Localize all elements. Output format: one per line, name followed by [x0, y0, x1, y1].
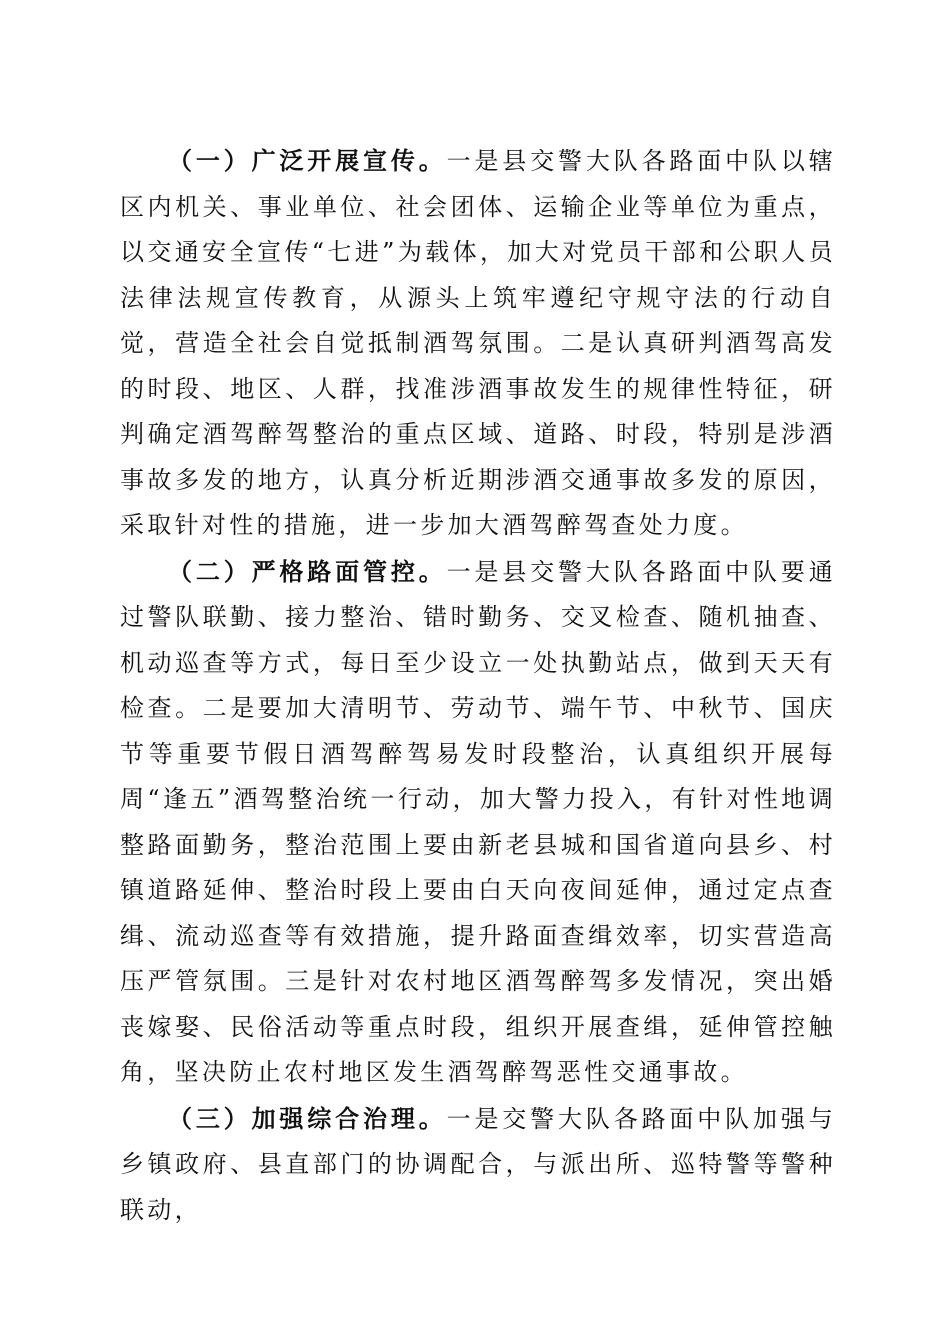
paragraph-publicity: [120, 138, 836, 549]
paragraph-text: 一是县交警大队各路面中队以辖区内机关、事业单位、社会团体、运输企业等单位为重点，以交通安全宣传“七进”为载体，加大对党员干部和公职人员法律法规宣传教育，从源头上筑牢遵纪守规守法的行动自觉，营造全社会自觉抵制酒驾氛围。二是认真研判酒驾高发的时段、地区、人群，找准涉酒事故发生的规律性特征，研判确定酒驾醉驾整治的重点区域、道路、时段，特别是涉酒事故多发的地方，认真分析近期涉酒交通事故多发的原因，采取针对性的措施，进一步加大酒驾醉驾查处力度。: [120, 147, 837, 539]
paragraph-comprehensive-governance: [120, 1096, 836, 1234]
paragraph-text: 一是交警大队各路面中队加强与乡镇政府、县直部门的协调配合，与派出所、巡特警等警种联动，: [120, 1104, 837, 1224]
paragraph-road-control: [120, 549, 836, 1096]
document-body: [120, 138, 836, 1233]
paragraph-text: 一是县交警大队各路面中队要通过警队联勤、接力整治、错时勤务、交叉检查、随机抽查、机动巡查等方式，每日至少设立一处执勤站点，做到天天有检查。二是要加大清明节、劳动节、端午节、中秋节、国庆节等重要节假日酒驾醉驾易发时段整治，认真组织开展每周“逢五”酒驾整治统一行动，加大警力投入，有针对性地调整路面勤务，整治范围上要由新老县城和国省道向县乡、村镇道路延伸、整治时段上要由白天向夜间延伸，通过定点查缉、流动巡查等有效措施，提升路面查缉效率，切实营造高压严管氛围。三是针对农村地区酒驾醉驾多发情况，突出婚丧嫁娶、民俗活动等重点时段，组织开展查缉，延伸管控触角，坚决防止农村地区发生酒驾醉驾恶性交通事故。: [120, 557, 837, 1086]
paragraph-heading: （三）加强综合治理。: [168, 1103, 447, 1133]
paragraph-heading: （一）广泛开展宣传。: [168, 146, 447, 175]
paragraph-heading: （二）严格路面管控。: [168, 556, 447, 586]
